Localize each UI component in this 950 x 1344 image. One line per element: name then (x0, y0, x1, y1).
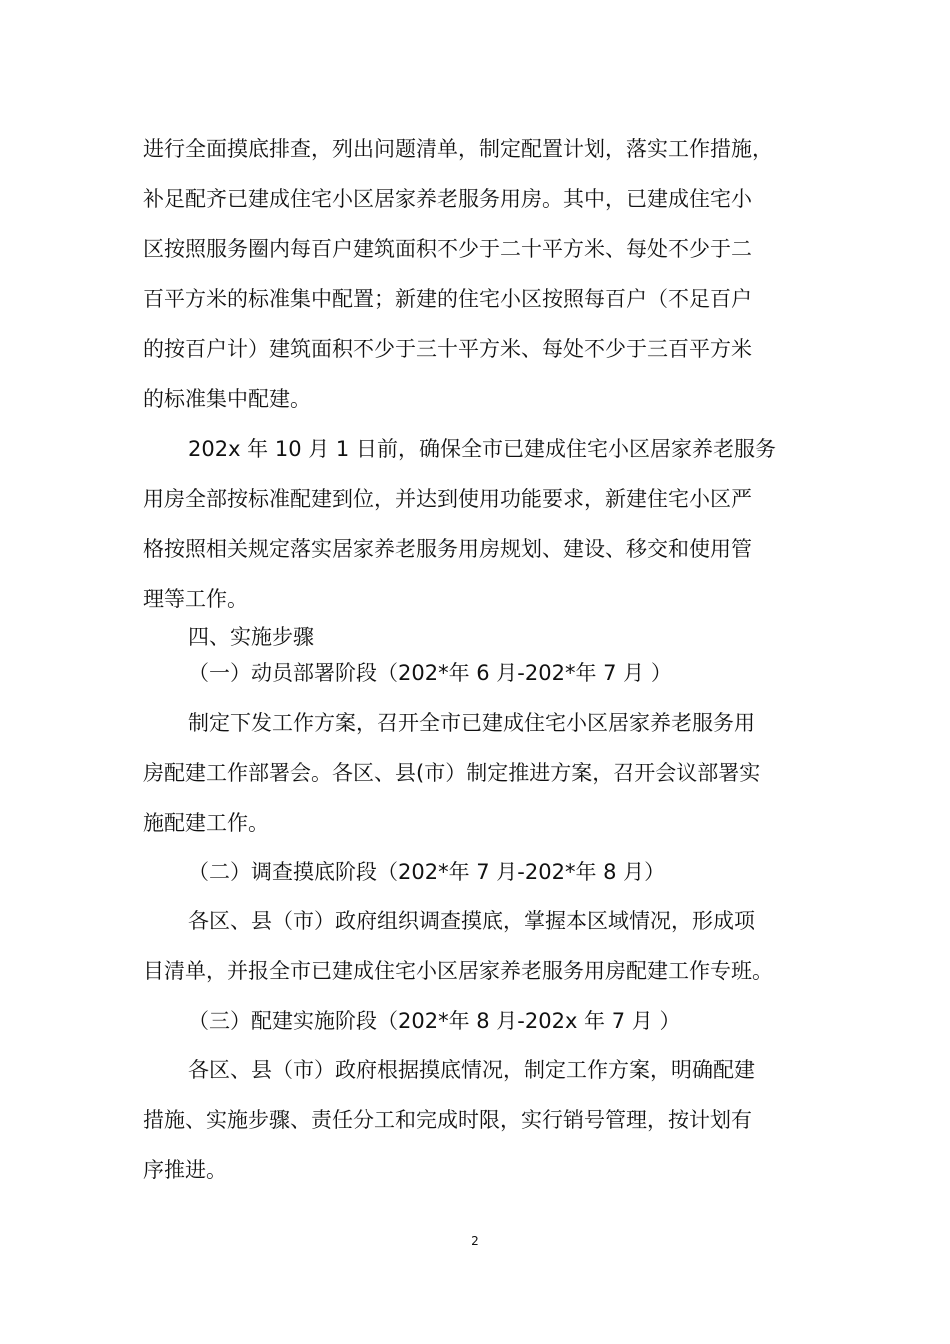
paragraph-line: 房配建工作部署会。各区、县(市）制定推进方案，召开会议部署实 (143, 761, 761, 785)
paragraph-line: 202x 年 10 月 1 日前，确保全市已建成住宅小区居家养老服务 (188, 437, 776, 461)
paragraph-line: 制定下发工作方案，召开全市已建成住宅小区居家养老服务用 (188, 711, 755, 735)
paragraph-line: 各区、县（市）政府根据摸底情况，制定工作方案，明确配建 (188, 1058, 755, 1082)
paragraph-line: 序推进。 (143, 1158, 227, 1182)
paragraph-line: 格按照相关规定落实居家养老服务用房规划、建设、移交和使用管 (143, 537, 752, 561)
page-number: 2 (471, 1234, 479, 1248)
paragraph-line: 施配建工作。 (143, 811, 269, 835)
stage-heading: （二）调查摸底阶段（202*年 7 月-202*年 8 月） (188, 860, 666, 884)
section-heading: 四、实施步骤 (188, 625, 314, 649)
paragraph-line: 用房全部按标准配建到位，并达到使用功能要求，新建住宅小区严 (143, 487, 752, 511)
paragraph-line: 目清单，并报全市已建成住宅小区居家养老服务用房配建工作专班。 (143, 959, 773, 983)
paragraph-line: 各区、县（市）政府组织调查摸底，掌握本区域情况，形成项 (188, 909, 755, 933)
paragraph-line: 措施、实施步骤、责任分工和完成时限，实行销号管理，按计划有 (143, 1108, 752, 1132)
paragraph-line: 理等工作。 (143, 587, 248, 611)
paragraph-line: 的按百户计）建筑面积不少于三十平方米、每处不少于三百平方米 (143, 337, 752, 361)
paragraph-line: 区按照服务圈内每百户建筑面积不少于二十平方米、每处不少于二 (143, 237, 752, 261)
paragraph-line: 进行全面摸底排查，列出问题清单，制定配置计划，落实工作措施， (143, 137, 773, 161)
stage-heading: （一）动员部署阶段（202*年 6 月-202*年 7 月 ） (188, 661, 672, 685)
paragraph-line: 的标准集中配建。 (143, 387, 311, 411)
stage-heading: （三）配建实施阶段（202*年 8 月-202x 年 7 月 ） (188, 1009, 681, 1033)
paragraph-line: 补足配齐已建成住宅小区居家养老服务用房。其中，已建成住宅小 (143, 187, 752, 211)
paragraph-line: 百平方米的标准集中配置；新建的住宅小区按照每百户（不足百户 (143, 287, 752, 311)
